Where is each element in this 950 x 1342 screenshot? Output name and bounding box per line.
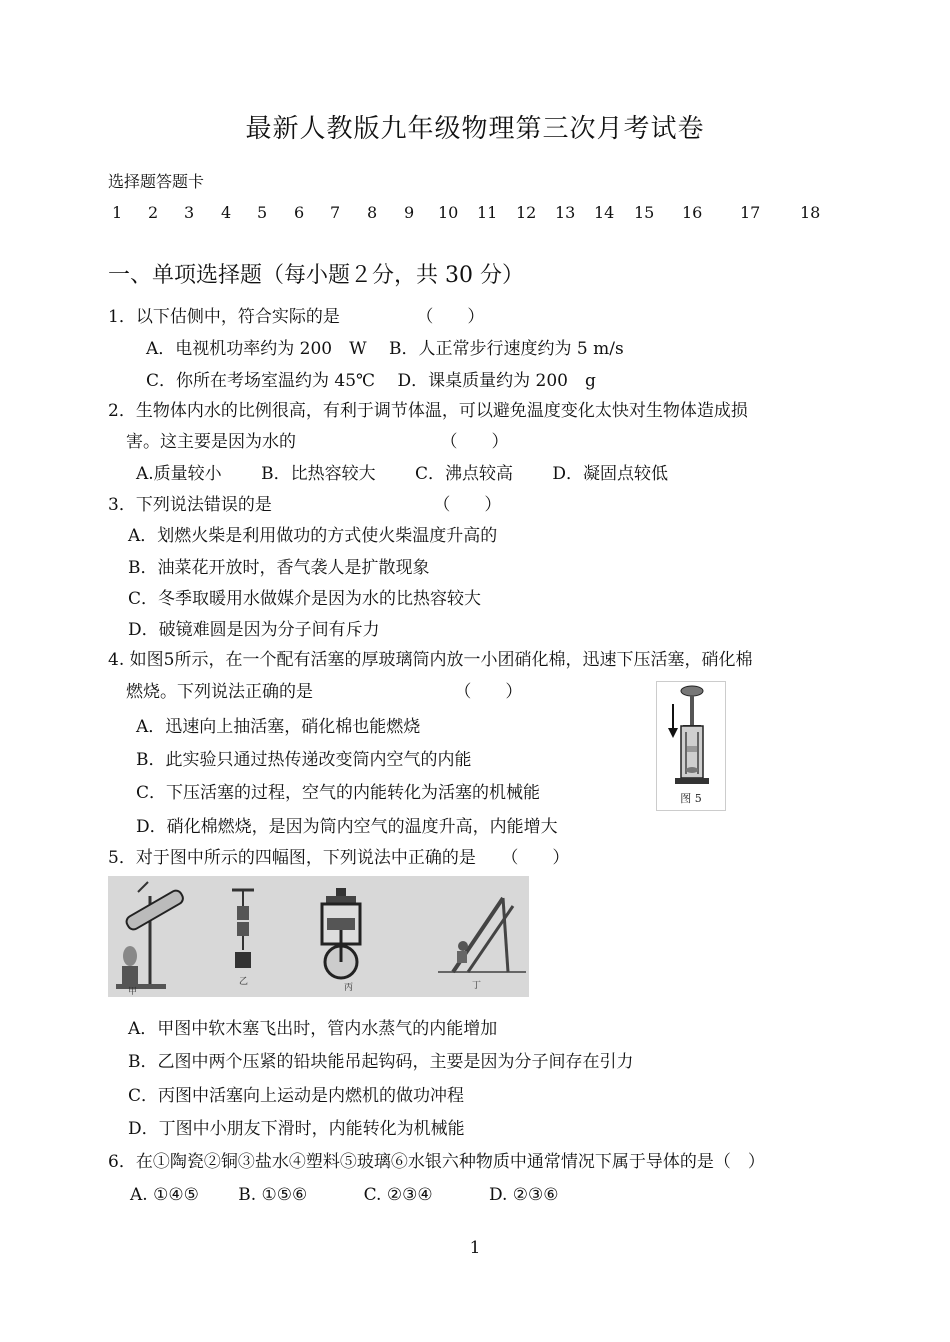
q6-options: A. ①④⑤ B. ①⑤⑥ C. ②③④ D. ②③⑥ bbox=[130, 1185, 559, 1205]
answer-number: 12 bbox=[516, 203, 537, 222]
figure-5-caption: 图 5 bbox=[680, 792, 702, 805]
panel-label-ding: 丁 bbox=[472, 981, 482, 991]
answer-number: 9 bbox=[404, 203, 415, 222]
q4-option-a: A．迅速向上抽活塞，硝化棉也能燃烧 bbox=[136, 717, 421, 737]
q5-four-panel-figure bbox=[108, 876, 529, 997]
answer-number: 15 bbox=[634, 203, 655, 222]
q5-option-c: C．丙图中活塞向上运动是内燃机的做功冲程 bbox=[128, 1086, 465, 1106]
panel-engine-cylinder bbox=[322, 888, 360, 978]
q4-option-d: D．硝化棉燃烧，是因为筒内空气的温度升高，内能增大 bbox=[136, 817, 558, 837]
section-title: 一、单项选择题（每小题２分，共 30 分） bbox=[108, 263, 524, 288]
q2-options: A.质量较小 B．比热容较大 C．沸点较高 D．凝固点较低 bbox=[136, 464, 669, 484]
answer-number-row bbox=[108, 203, 868, 225]
panel-lead-blocks bbox=[232, 890, 254, 968]
panel-label-bing: 丙 bbox=[344, 983, 354, 993]
answer-number: 3 bbox=[184, 203, 195, 222]
q2-stem-cont: 害。这主要是因为水的 （ ） bbox=[126, 432, 509, 452]
answer-number: 17 bbox=[740, 203, 761, 222]
piston-apparatus-drawing bbox=[657, 682, 725, 792]
q3-option-b: B．油菜花开放时，香气袭人是扩散现象 bbox=[128, 558, 430, 578]
q4-option-b: B．此实验只通过热传递改变筒内空气的内能 bbox=[136, 750, 472, 770]
q4-stem: 4. 如图5所示，在一个配有活塞的厚玻璃筒内放一小团硝化棉，迅速下压活塞，硝化棉 bbox=[108, 650, 753, 670]
answer-number: 4 bbox=[221, 203, 232, 222]
q3-option-a: A．划燃火柴是利用做功的方式使火柴温度升高的 bbox=[128, 526, 498, 546]
answer-number: 7 bbox=[330, 203, 341, 222]
answer-number: 1 bbox=[112, 203, 123, 222]
q4-stem-cont: 燃烧。下列说法正确的是 （ ） bbox=[126, 682, 523, 702]
answer-number: 8 bbox=[367, 203, 378, 222]
answer-number: 2 bbox=[148, 203, 159, 222]
answer-number: 14 bbox=[594, 203, 615, 222]
figure-5 bbox=[656, 681, 726, 811]
q6-stem: 6．在①陶瓷②铜③盐水④塑料⑤玻璃⑥水银六种物质中通常情况下属于导体的是（ ） bbox=[108, 1152, 765, 1172]
answer-card-label: 选择题答题卡 bbox=[108, 172, 205, 191]
q1-stem: 1．以下估侧中，符合实际的是 （ ） bbox=[108, 307, 485, 327]
panel-label-yi: 乙 bbox=[239, 977, 249, 987]
q1-options-line2: C．你所在考场室温约为 45℃ D．课桌质量约为 200 g bbox=[146, 371, 596, 391]
answer-number: 6 bbox=[294, 203, 305, 222]
q5-option-a: A．甲图中软木塞飞出时，管内水蒸气的内能增加 bbox=[128, 1019, 498, 1039]
answer-number: 11 bbox=[477, 203, 498, 222]
q5-stem: 5．对于图中所示的四幅图，下列说法中正确的是 （ ） bbox=[108, 848, 570, 868]
q5-option-d: D．丁图中小朋友下滑时，内能转化为机械能 bbox=[128, 1119, 465, 1139]
panel-test-tube bbox=[116, 882, 185, 989]
answer-number: 16 bbox=[682, 203, 703, 222]
q1-options-line1: A．电视机功率约为 200 W B．人正常步行速度约为 5 m/s bbox=[146, 339, 624, 359]
q5-panels-drawing bbox=[108, 876, 529, 997]
panel-label-jia: 甲 bbox=[128, 987, 138, 997]
q4-option-c: C．下压活塞的过程，空气的内能转化为活塞的机械能 bbox=[136, 783, 541, 803]
page-number: 1 bbox=[469, 1238, 481, 1258]
exam-title: 最新人教版九年级物理第三次月考试卷 bbox=[245, 114, 705, 144]
q3-option-d: D．破镜难圆是因为分子间有斥力 bbox=[128, 620, 380, 640]
q5-option-b: B．乙图中两个压紧的铅块能吊起钩码，主要是因为分子间存在引力 bbox=[128, 1052, 634, 1072]
q3-stem: 3．下列说法错误的是 （ ） bbox=[108, 495, 502, 515]
answer-number: 5 bbox=[257, 203, 268, 222]
panel-slide bbox=[438, 898, 526, 972]
q2-stem: 2．生物体内水的比例很高，有利于调节体温，可以避免温度变化太快对生物体造成损 bbox=[108, 401, 748, 421]
answer-number: 13 bbox=[555, 203, 576, 222]
answer-number: 18 bbox=[800, 203, 821, 222]
answer-number: 10 bbox=[438, 203, 459, 222]
q3-option-c: C．冬季取暖用水做媒介是因为水的比热容较大 bbox=[128, 589, 482, 609]
